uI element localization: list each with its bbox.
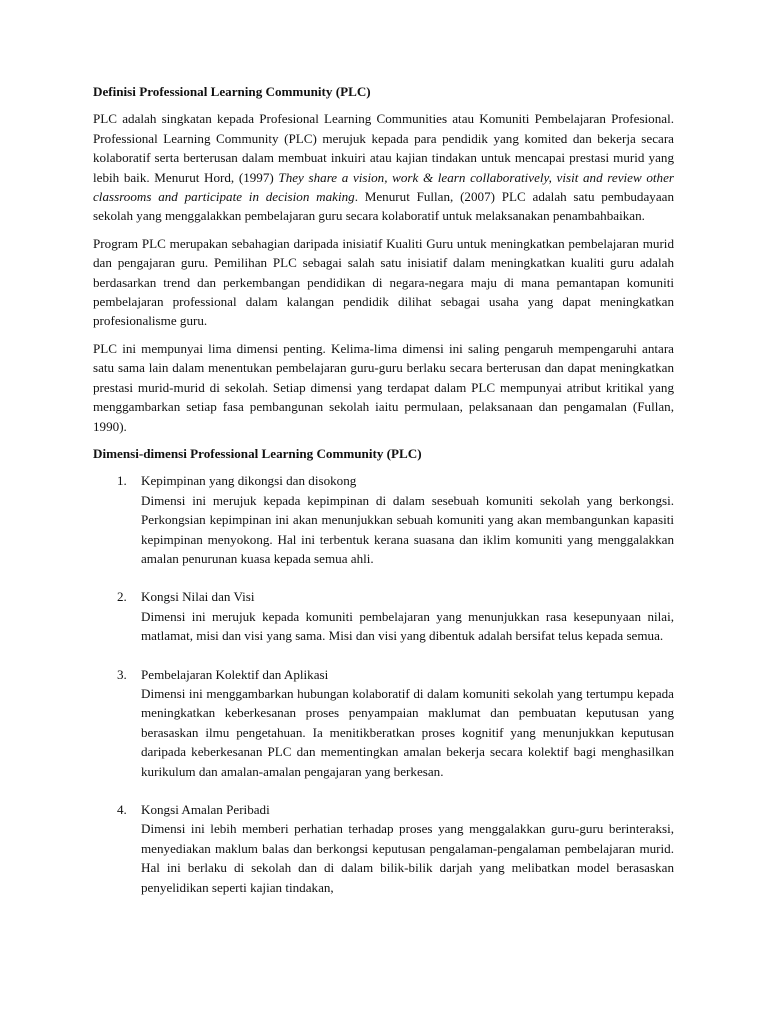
list-item-body: Dimensi ini merujuk kepada kepimpinan di dalam sesebuah komuniti sekolah yang berkongsi. Perkongsian kepimpinan ini akan menunjukkan sebuah komuniti yang akan membangunkan kapasiti kepimpinan menyokong. Hal ini terbentuk kerana suasana dan iklim komuniti yang menggalakkan amalan penurunan kuasa kepada semua ahli.: [141, 492, 674, 566]
list-item: [93, 471, 674, 568]
paragraph-dimensions-intro: PLC ini mempunyai lima dimensi penting. Kelima-lima dimensi ini saling pengaruh mempengaruhi antara satu sama lain dalam menentukan pembelajaran guru-guru berlaku secara berterusan dan dapat meningkatkan prestasi murid-murid di sekolah. Setiap dimensi yang terdapat dalam PLC mempunyai atribut kritikal yang menggambarkan setiap fasa pembangunan sekolah iaitu permulaan, pelaksanaan dan pengamalan (Fullan, 1990).: [93, 340, 674, 434]
list-item-body: Dimensi ini lebih memberi perhatian terhadap proses yang menggalakkan guru-guru berinteraksi, menyediakan maklum balas dan berkongsi keputusan pengalaman-pengalaman pembelajaran murid. Hal ini berlaku di sekolah dan di dalam bilik-bilik darjah yang melibatkan model berasaskan penyelidikan seperti kajian tindakan,: [141, 821, 674, 895]
list-item-body: Dimensi ini merujuk kepada komuniti pembelajaran yang menunjukkan rasa kesepunyaan nilai, matlamat, misi dan visi yang sama. Misi dan visi yang dibentuk adalah bersifat telus kepada semua.: [141, 608, 674, 644]
section-heading-dimensions: Dimensi-dimensi Professional Learning Community (PLC): [93, 445, 422, 461]
list-item-body: Dimensi ini menggambarkan hubungan kolaboratif di dalam komuniti sekolah yang tertumpu kepada meningkatkan keberkesanan proses penyampaian maklumat dan pembuatan keputusan yang berasaskan ilmu pengetahuan. Ia menitikberatkan proses kognitif yang menunjukkan keputusan daripada keberkesanan PLC dan mementingkan amalan bekerja secara kolektif bagi menghasilkan kurikulum dan amalan-amalan pengajaran yang berkesan.: [141, 685, 674, 779]
paragraph-definition: [93, 109, 674, 225]
list-item-number: 4.: [117, 802, 127, 817]
dimensions-list: [93, 471, 674, 897]
list-item: [93, 587, 674, 645]
list-item-number: 1.: [117, 473, 127, 489]
list-item-title: Kongsi Nilai dan Visi: [141, 589, 255, 605]
list-item-title: Kongsi Amalan Peribadi: [141, 802, 270, 817]
section-heading-definition: Definisi Professional Learning Community (PLC): [93, 84, 371, 99]
list-item-number: 3.: [117, 666, 127, 682]
hord-quote: They share a vision, work & learn collaboratively, visit and review other classrooms and participate in decision making: [93, 169, 674, 205]
list-item-number: 2.: [117, 589, 127, 605]
list-item: [93, 665, 674, 781]
list-item-title: Pembelajaran Kolektif dan Aplikasi: [141, 666, 329, 682]
paragraph-definition-text-start: PLC adalah singkatan kepada Profesional Learning Communities atau Komuniti Pembelajaran Profesional. Professional Learning Community (PLC) merujuk kepada para pendidik yang komited dan bekerja secara kolaboratif serta berterusan dalam membuat inkuiri atau kajian tindakan untuk mencapai prestasi murid yang lebih baik. Menurut Hord, (1997): [93, 111, 674, 185]
list-item: [93, 800, 674, 897]
list-item-title: Kepimpinan yang dikongsi dan disokong: [141, 473, 357, 489]
paragraph-program: Program PLC merupakan sebahagian daripada inisiatif Kualiti Guru untuk meningkatkan pembelajaran murid dan pengajaran guru. Pemilihan PLC sebagai salah satu inisiatif dalam meningkatkan kualiti guru adalah berdasarkan trend dan perkembangan pendidikan di negara-negara maju di mana pemantapan komuniti pembelajaran professional dalam kalangan pendidik dilihat sebagai usaha yang dapat meningkatkan profesionalisme guru.: [93, 235, 674, 329]
document-page: [93, 82, 674, 897]
paragraph-definition-text-end: . Menurut Fullan, (2007) PLC adalah satu pembudayaan sekolah yang menggalakkan pembelajaran guru secara kolaboratif untuk melaksanakan penambahbaikan.: [93, 189, 674, 224]
